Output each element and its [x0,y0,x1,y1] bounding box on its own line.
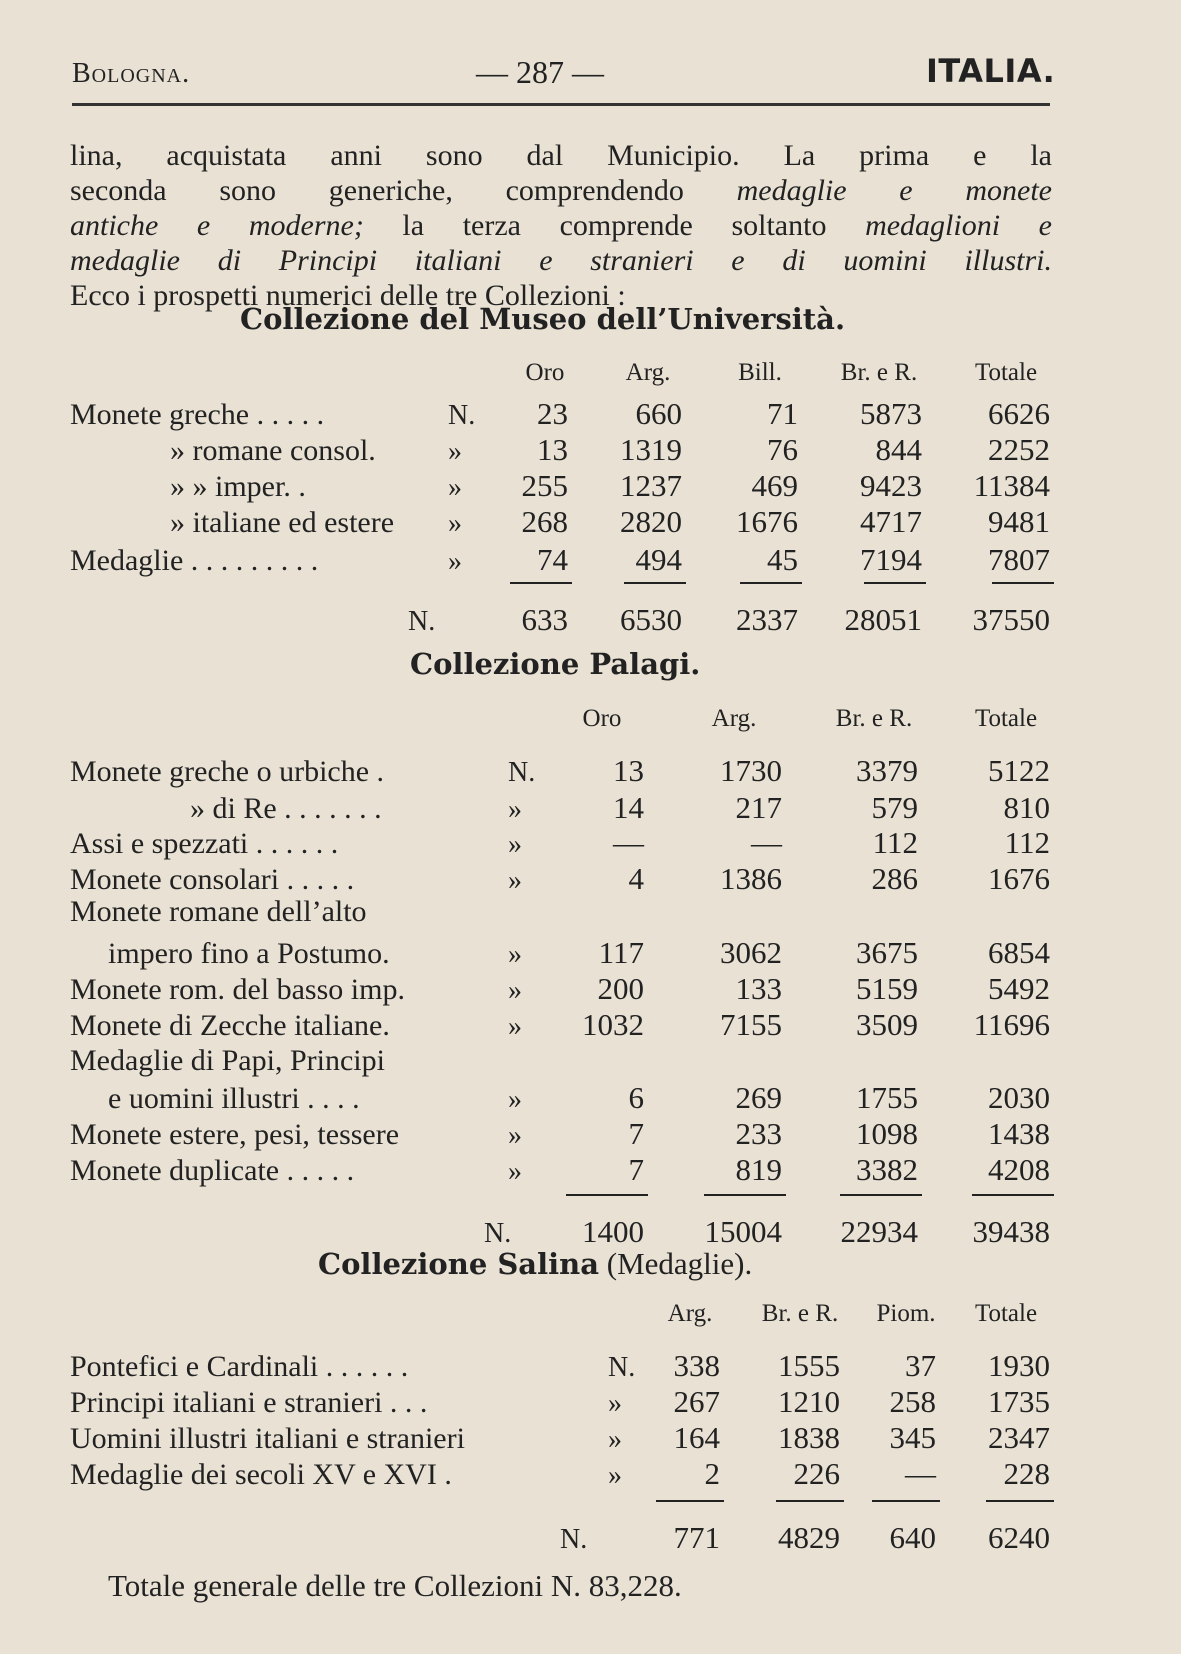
table-cell: 345 [889,1420,936,1455]
table-cell: 13 [537,432,568,467]
table-row-label: Monete greche o urbiche . [70,755,385,788]
table-row-label: Principi italiani e stranieri . . . [70,1386,428,1419]
sum-rule [872,1500,940,1502]
ditto-mark: » [508,975,522,1006]
table-cell: 579 [871,790,918,825]
intro-line [70,138,1052,173]
sum-rule [624,582,686,584]
table-total-cell: 4829 [778,1520,840,1555]
table-cell: 233 [735,1116,782,1151]
table-cell: 4208 [988,1152,1050,1187]
table-total-cell: 22934 [840,1214,918,1249]
sum-rule [740,582,802,584]
table-cell: 112 [872,825,918,860]
table-cell: 1098 [856,1116,918,1151]
table-cell: 2252 [988,432,1050,467]
table-cell: 469 [751,468,798,503]
table-total-cell: 2337 [736,602,798,637]
table-cell: 200 [597,971,644,1006]
table-row-label: e uomini illustri . . . . [108,1082,360,1115]
table-cell: 37 [905,1348,936,1383]
table-title-suffix: (Medaglie). [599,1246,753,1281]
table-cell: 5492 [988,971,1050,1006]
table-cell: 117 [598,935,644,970]
table-cell: 5122 [988,753,1050,788]
table-cell: 23 [537,396,568,431]
table-cell: 2820 [620,504,682,539]
table-cell: 2030 [988,1080,1050,1115]
intro-text: la terza comprende soltanto [363,209,866,242]
intro-line [70,208,1052,243]
column-header: Totale [974,1300,1038,1327]
page-number: — 287 — [476,54,604,90]
total-mark: N. [484,1218,512,1249]
table-cell: 133 [735,971,782,1006]
table-cell: 74 [537,542,568,577]
table-cell: 228 [1003,1456,1050,1491]
table-cell: 6 [628,1080,644,1115]
column-header: Totale [974,359,1038,386]
table-cell: 14 [613,790,644,825]
ditto-mark: » [508,1011,522,1042]
column-header: Br. e R. [835,705,913,732]
intro-text: seconda sono generiche, comprendendo [70,174,737,207]
column-header: Arg. [625,359,671,386]
table-cell: 2 [704,1456,720,1491]
ditto-mark: » [608,1460,622,1491]
table-cell: 226 [793,1456,840,1491]
table-cell: 7 [628,1116,644,1151]
table-row-label: » italiane ed estere [170,506,395,539]
table-cell: 810 [1003,790,1050,825]
ditto-mark: N. [508,757,536,788]
table-title [410,647,700,681]
table-cell: 164 [673,1420,720,1455]
table-row-label: Medaglie . . . . . . . . . [70,544,319,577]
ditto-mark: » [508,1084,522,1115]
table-total-cell: 6240 [988,1520,1050,1555]
table-cell: 45 [767,542,798,577]
table-cell: 13 [613,753,644,788]
table-cell: 3379 [856,753,918,788]
table-cell: 844 [875,432,922,467]
table-row-label: Monete estere, pesi, tessere [70,1118,400,1151]
table-total-cell: 640 [889,1520,936,1555]
sum-rule [972,1194,1054,1196]
table-title-text: Collezione del Museo dell’Università. [240,302,846,336]
table-cell: 1210 [778,1384,840,1419]
sum-rule [656,1500,724,1502]
table-total-cell: 15004 [704,1214,782,1249]
table-cell: 4 [628,861,644,896]
table-cell: 6854 [988,935,1050,970]
table-cell: 1676 [736,504,798,539]
table-cell: 1676 [988,861,1050,896]
table-cell: 286 [871,861,918,896]
table-row-label: » » imper. . [170,470,306,503]
table-title [240,302,845,336]
table-title-text: Collezione Palagi. [410,647,701,681]
table-cell: 3382 [856,1152,918,1187]
table-cell: 6626 [988,396,1050,431]
table-cell: 1555 [778,1348,840,1383]
sum-rule [992,582,1054,584]
table-row-label: Medaglie di Papi, Principi [70,1044,385,1077]
column-header: Br. e R. [761,1300,839,1327]
column-header: Bill. [738,359,782,386]
table-cell: 9481 [988,504,1050,539]
ditto-mark: » [508,865,522,896]
table-total-cell: 771 [673,1520,720,1555]
ditto-mark: » [508,939,522,970]
table-row-label: » di Re . . . . . . . [190,792,382,825]
intro-text: lina, acquistata anni sono dal Municipio. La prima e la [70,139,1052,172]
table-cell: 7 [628,1152,644,1187]
table-cell: 269 [735,1080,782,1115]
table-row-label: Medaglie dei secoli XV e XVI . [70,1458,452,1491]
sum-rule [776,1500,844,1502]
intro-paragraph [70,138,1052,313]
intro-line [70,173,1052,208]
table-cell: 1730 [720,753,782,788]
table-cell: 1735 [988,1384,1050,1419]
table-cell: 7807 [988,542,1050,577]
table-cell: 9423 [860,468,922,503]
table-cell: 1838 [778,1420,840,1455]
table-cell: 338 [673,1348,720,1383]
ditto-mark: » [608,1388,622,1419]
total-mark: N. [560,1524,588,1555]
table-row-label: Monete rom. del basso imp. [70,973,405,1006]
sum-rule [840,1194,922,1196]
table-cell: 1237 [620,468,682,503]
ditto-mark: » [508,1156,522,1187]
table-cell: 11384 [973,468,1050,503]
table-row-label: Pontefici e Cardinali . . . . . . [70,1350,409,1383]
intro-italic-text: medaglioni e [865,209,1052,242]
table-cell: 11696 [973,1007,1050,1042]
table-cell: 217 [735,790,782,825]
table-cell: 1386 [720,861,782,896]
table-cell: 76 [767,432,798,467]
column-header: Arg. [667,1300,713,1327]
table-cell: 4717 [860,504,922,539]
table-cell: 1032 [582,1007,644,1042]
table-row-label: Monete romane dell’alto [70,895,367,928]
table-cell: 2347 [988,1420,1050,1455]
table-row-label: Monete duplicate . . . . . [70,1154,355,1187]
column-header: Oro [525,359,565,386]
intro-line [70,243,1052,278]
table-cell: 255 [521,468,568,503]
table-row-label: Assi e spezzati . . . . . . [70,827,339,860]
sum-rule [510,582,572,584]
table-cell: 660 [635,396,682,431]
table-total-cell: 28051 [844,602,922,637]
table-cell: 1319 [620,432,682,467]
table-cell: 7155 [720,1007,782,1042]
column-header: Piom. [876,1300,936,1327]
running-head-left: Bologna. [72,58,191,89]
ditto-mark: » [448,472,462,503]
table-cell: 267 [673,1384,720,1419]
ditto-mark: » [448,436,462,467]
column-header: Br. e R. [840,359,918,386]
ditto-mark: » [448,546,462,577]
ditto-mark: » [508,1120,522,1151]
table-row-label: impero fino a Postumo. [108,937,390,970]
table-total-cell: 633 [521,602,568,637]
table-cell: — [905,1456,936,1491]
total-mark: N. [408,606,436,637]
sum-rule [864,582,926,584]
grand-total: Totale generale delle tre Collezioni N. 83,228. [108,1568,682,1603]
sum-rule [704,1194,786,1196]
table-total-cell: 37550 [972,602,1050,637]
table-cell: 112 [1004,825,1050,860]
table-cell: 71 [767,396,798,431]
table-cell: 5159 [856,971,918,1006]
table-cell: — [751,825,782,860]
column-header: Totale [974,705,1038,732]
table-total-cell: 39438 [972,1214,1050,1249]
table-cell: 1755 [856,1080,918,1115]
table-row-label: Monete di Zecche italiane. [70,1009,390,1042]
table-row-label: Monete consolari . . . . . [70,863,355,896]
table-cell: 5873 [860,396,922,431]
table-total-cell: 6530 [620,602,682,637]
table-cell: 1930 [988,1348,1050,1383]
column-header: Arg. [711,705,757,732]
header-rule [72,103,1050,106]
table-title-text: Collezione Salina [318,1247,600,1281]
ditto-mark: » [608,1424,622,1455]
intro-text: Ecco i prospetti numerici delle tre Collezioni : [70,279,626,312]
table-cell: 7194 [860,542,922,577]
ditto-mark: N. [448,400,476,431]
ditto-mark: » [448,508,462,539]
table-cell: 494 [635,542,682,577]
table-cell: 819 [735,1152,782,1187]
column-header: Oro [582,705,622,732]
ditto-mark: » [508,829,522,860]
intro-italic-text: medaglie e monete [736,174,1052,207]
running-head-right: ITALIA. [926,52,1056,90]
table-cell: — [613,825,644,860]
table-total-cell: 1400 [582,1214,644,1249]
sum-rule [986,1500,1054,1502]
table-cell: 3062 [720,935,782,970]
table-row-label: Uomini illustri italiani e stranieri [70,1422,465,1455]
table-row-label: » romane consol. [170,434,376,467]
ditto-mark: N. [608,1352,636,1383]
table-cell: 268 [521,504,568,539]
intro-italic-text: medaglie di Principi italiani e stranieri e di uomini illustri. [70,244,1052,277]
table-cell: 3675 [856,935,918,970]
table-cell: 1438 [988,1116,1050,1151]
ditto-mark: » [508,794,522,825]
sum-rule [566,1194,648,1196]
table-cell: 3509 [856,1007,918,1042]
intro-italic-text: antiche e moderne; [70,209,364,242]
table-row-label: Monete greche . . . . . [70,398,325,431]
table-cell: 258 [889,1384,936,1419]
table-title [318,1246,752,1282]
